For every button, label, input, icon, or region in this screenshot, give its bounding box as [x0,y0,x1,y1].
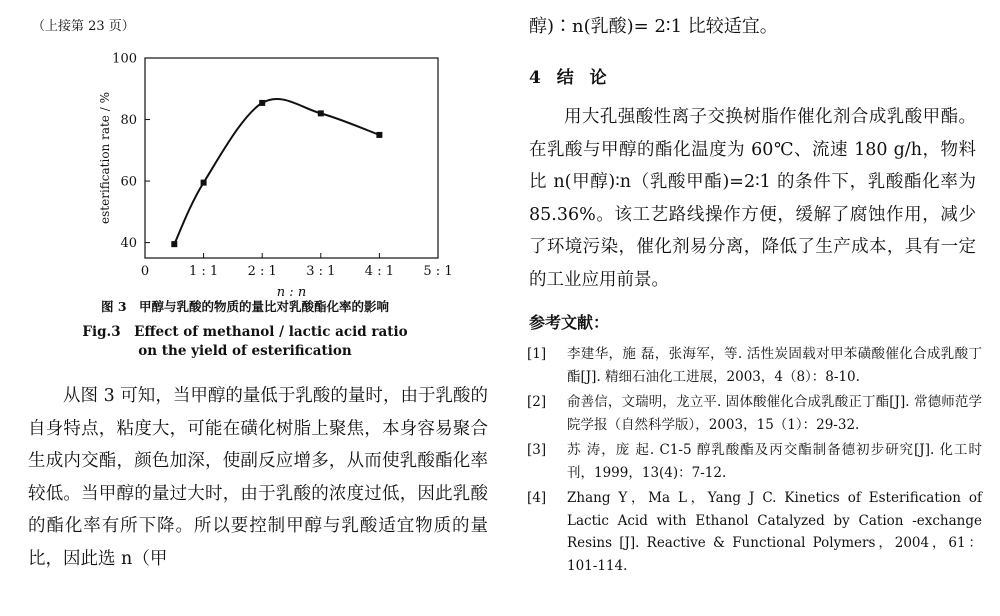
x-tick-label: 1 : 1 [189,264,219,279]
data-point [259,100,265,106]
reference-item [527,343,982,388]
reference-number: [1] [527,346,547,362]
plot-layer [98,52,453,301]
x-tick-label: 4 : 1 [364,264,394,279]
section-number: 4 [529,68,541,88]
references-heading: 参考文献： [529,313,610,332]
reference-text: 俞善信，文瑞明，龙立平. 固体酸催化合成乳酸正丁酯[J]. 常德师范学院学报（自然科学版），2003，15（1）：29-32. [567,394,982,433]
x-axis-label: n : n [276,285,307,300]
reference-item [527,391,982,436]
data-point [201,180,207,186]
references-list [527,343,982,580]
y-tick-label: 100 [112,51,137,67]
right-continuation-text: 醇)∶n(乳酸)= 2∶1 比较适宜。 [529,16,778,37]
continued-from-note: （上接第 23 页） [32,19,135,34]
figure-caption-en-line2: on the yield of esterification [138,343,352,359]
plot-frame [145,58,438,258]
figure-caption-en-line1: Fig.3 Effect of methanol / lactic acid ratio [82,324,408,340]
section-4-heading [529,63,607,88]
reference-number: [3] [527,442,547,458]
left-body-paragraph: 从图 3 可知，当甲醇的量低于乳酸的量时，由于乳酸的自身特点，粘度大，可能在磺化树脂上聚焦，本身容易聚合生成内交酯，颜色加深，使副反应增多，从而使乳酸酯化率较低。当甲醇的量过大时，由于乳酸的浓度过低，因此乳酸的酯化率有所下降。所以要控制甲醇与乳酸适宜物质的量比，因此选 n（甲 [28,386,488,569]
y-tick-label: 80 [120,113,137,129]
reference-text: 苏 涛，庞 起. C1-5 醇乳酸酯及丙交酯制备德初步研究[J]. 化工时刊，1999，13(4)：7-12. [567,442,982,481]
reference-number: [4] [527,490,547,506]
y-axis-label: esterification rate / % [98,92,112,224]
figure-caption-zh: 图 3 甲醇与乳酸的物质的量比对乳酸酯化率的影响 [100,299,390,314]
y-tick-label: 60 [120,174,137,190]
x-tick-label: 0 [140,264,150,279]
section-title: 结 论 [556,68,607,88]
data-point [376,132,382,138]
data-point [171,241,177,247]
x-tick-label: 5 : 1 [423,264,453,279]
data-point [318,110,324,116]
conclusion-paragraph: 用大孔强酸性离子交换树脂作催化剂合成乳酸甲酯。在乳酸与甲醇的酯化温度为 60℃、流速 180 g/h，物料比 n(甲醇)∶n（乳酸甲酯)=2∶1 的条件下，乳酸酯化率为 85.36%。该工艺路线操作方便，缓解了腐蚀作用，减少了环境污染，催化剂易分离，降低了生产成本，具有一定的工业应用前景。 [529,107,976,290]
x-tick-label: 2 : 1 [247,264,277,279]
reference-item [527,487,982,577]
y-tick-label: 40 [120,236,137,252]
series-line [174,99,379,244]
reference-number: [2] [527,394,547,410]
figure3-chart [95,40,465,300]
reference-text: Zhang Y，Ma L，Yang J C. Kinetics of Esterification of Lactic Acid with Ethanol Catalyzed by Cation -exchange Resins [J]. Reactive & Functional Polymers，2004，61：101-114. [567,490,982,574]
reference-item [527,439,982,484]
x-tick-label: 3 : 1 [306,264,336,279]
reference-text: 李建华，施 磊，张海军，等. 活性炭固载对甲苯磺酸催化合成乳酸丁酯[J]. 精细石油化工进展，2003，4（8）：8-10. [567,346,982,385]
